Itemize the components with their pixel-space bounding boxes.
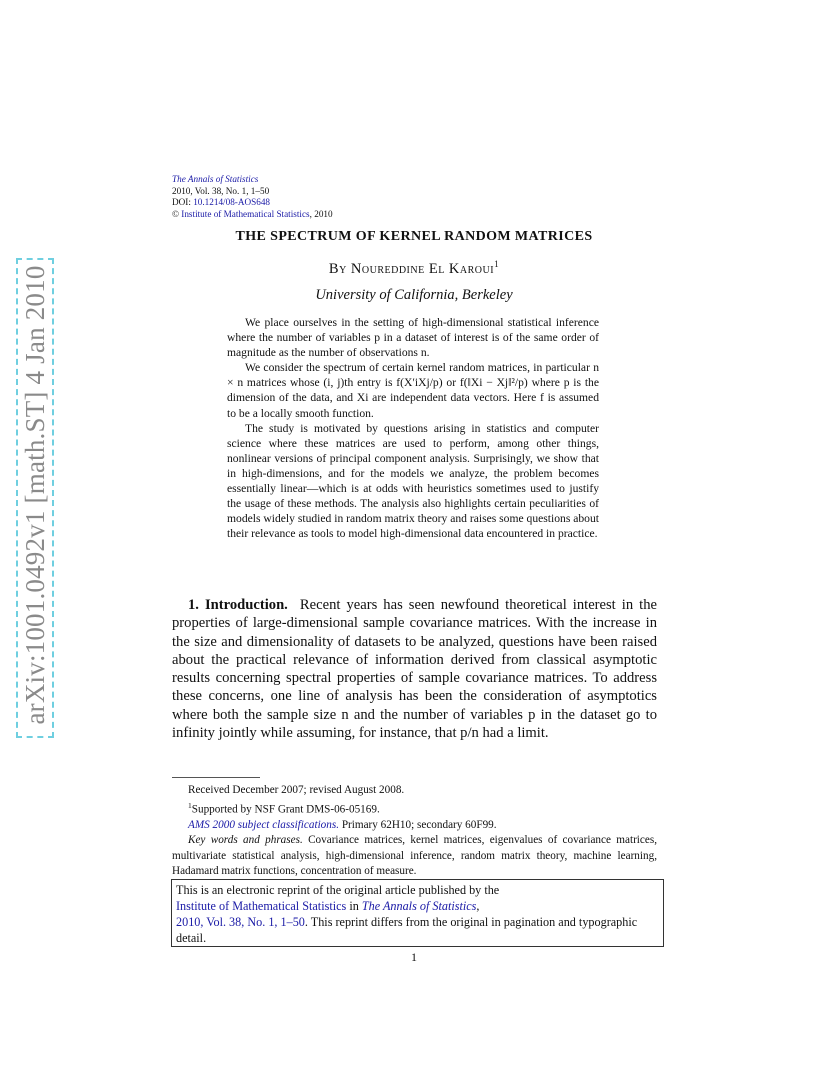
reprint-in: in [346, 899, 362, 913]
doi-link[interactable]: 10.1214/08-AOS648 [193, 197, 271, 207]
abstract [227, 315, 599, 541]
introduction-text: Recent years has seen newfound theoretical interest in the properties of large-dimensional sample covariance matrices. With the increase in the size and dimensionality of datasets to be analyzed, questions have been raised about the practical relevance of information derived from classical asymptotic results concerning spectral properties of sample covariance matrices. To address these concerns, one line of analysis has been the consideration of asymptotics where both the sample size n and the number of variables p in the dataset go to infinity jointly while assuming, for instance, that p/n had a limit. [172, 597, 657, 742]
publisher-link[interactable]: Institute of Mathematical Statistics [181, 208, 310, 219]
affiliation: University of California, Berkeley [315, 287, 513, 303]
reprint-notice-box [171, 879, 664, 947]
abstract-paragraph-3: The study is motivated by questions arising in statistics and computer science where these matrices are used to perform, among other things, nonlinear versions of principal component analysis. Surprisingly, we show that in high-dimensions, and for the models we analyze, the problem becomes essentially linear—which is at odds with heuristics sometimes used to justify the usage of these methods. The analysis also highlights certain peculiarities of models widely studied in random matrix theory and raises some questions about their relevance as tools to model high-dimensional data encountered in practice. [227, 421, 599, 541]
reprint-comma: , [476, 899, 480, 913]
footnote-rule [172, 777, 260, 778]
page-number: 1 [411, 950, 417, 964]
arxiv-identifier[interactable]: arXiv:1001.0492v1 [math.ST] 4 Jan 2010 [20, 265, 50, 725]
doi-label: DOI: [172, 197, 194, 207]
reprint-publisher-link[interactable]: Institute of Mathematical Statistics [176, 899, 347, 913]
keywords-label: Key words and phrases. [188, 834, 303, 847]
support-note: Supported by NSF Grant DMS-06-05169. [191, 803, 380, 816]
footnotes [172, 783, 657, 879]
journal-volume: 2010, Vol. 38, No. 1, 1–50 [172, 185, 270, 196]
paper-title: THE SPECTRUM OF KERNEL RANDOM MATRICES [235, 229, 593, 244]
author-line [172, 259, 656, 278]
reprint-volume-link[interactable]: 2010, Vol. 38, No. 1, 1–50 [176, 915, 305, 929]
abstract-paragraph-1: We place ourselves in the setting of high-dimensional statistical inference where the number of variables p in a dataset of interest is of the same order of magnitude as the number of observations n. [227, 316, 599, 360]
reprint-line-1: This is an electronic reprint of the original article published by the [176, 883, 500, 897]
support-mark: 1 [188, 801, 192, 811]
reprint-journal-link[interactable]: The Annals of Statistics [361, 899, 477, 913]
author-footnote-mark: 1 [494, 259, 500, 269]
introduction-section [172, 596, 657, 742]
copyright-symbol: © [172, 208, 179, 219]
journal-name-link[interactable]: The Annals of Statistics [172, 174, 259, 184]
ams-classification-link[interactable]: AMS 2000 subject classifications. [188, 819, 340, 832]
ams-classification-text: Primary 62H10; secondary 60F99. [339, 819, 497, 832]
keywords-text: Covariance matrices, kernel matrices, eigenvalues of covariance matrices, multivariate statistical analysis, high-dimensional inference, random matrix theory, machine learning, Hadamard matrix functions, concentration of measure. [172, 834, 657, 877]
copyright-year: , 2010 [309, 208, 333, 219]
section-heading: 1. Introduction. [188, 597, 288, 613]
reprint-tail: . This reprint differs from the original in pagination and typographic detail. [176, 915, 638, 945]
journal-header [172, 174, 333, 220]
received-note: Received December 2007; revised August 2008. [188, 784, 405, 796]
author-name: By Noureddine El Karoui [328, 260, 495, 277]
abstract-paragraph-2: We consider the spectrum of certain kernel random matrices, in particular n × n matrices whose (i, j)th entry is f(X′iXj/p) or f(‖Xi − Xj‖²/p) where p is the dimension of the data, and Xi are independent data vectors. Here f is assumed to be a locally smooth function. [227, 361, 599, 420]
